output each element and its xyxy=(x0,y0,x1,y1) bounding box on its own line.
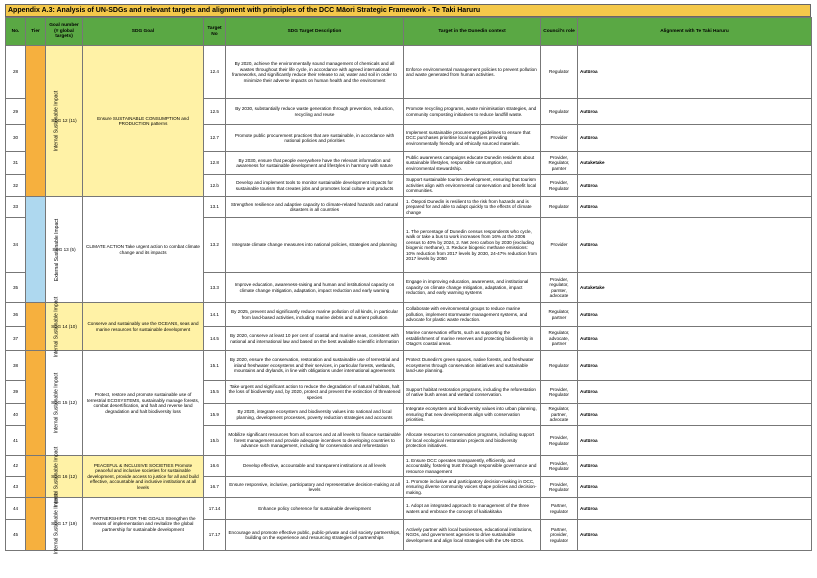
sdg-analysis-table xyxy=(5,17,812,555)
goal-number-cell: SDG 12 (11) xyxy=(46,46,83,197)
goal-number-cell: SDG 14 (10) xyxy=(46,303,83,351)
council-role: Regulator, partner xyxy=(541,303,578,327)
target-context: Allocate resources to conservation programs, including support for local ecological restoration projects and biodiversity protection initiatives. xyxy=(404,426,541,456)
target-number: 15.1 xyxy=(204,351,226,381)
row-number: 37 xyxy=(6,327,26,351)
target-number: 16.7 xyxy=(204,477,226,498)
alignment: Autūroa xyxy=(578,381,812,404)
goal-cell: PEACEFUL & INCLUSIVE SOCIETIES Promote peaceful and inclusive societies for sustainable development, provide access to justice for all and build effective, accountable and inclusive institutions at all levels xyxy=(83,456,204,498)
table-row xyxy=(6,498,812,520)
target-context: 1. Adopt an integrated approach to management of the three waters and embrace the concept of kaitiakitaka xyxy=(404,498,541,520)
target-number: 14.1 xyxy=(204,303,226,327)
target-number: 13.1 xyxy=(204,197,226,218)
row-number: 30 xyxy=(6,125,26,152)
header-dunedin-context: Target in the Dunedin context xyxy=(404,18,541,46)
target-description: By 2020, ensure the conservation, restoration and sustainable use of terrestrial and inland freshwater ecosystems and their services, in particular forests, wetlands, mountains and drylands, in line with obligations under international agreements xyxy=(226,351,404,381)
target-context: Implement sustainable procurement guidelines to ensure that DCC purchases prioritise local suppliers providing environmentally friendly and ethically sourced materials. xyxy=(404,125,541,152)
row-number: 36 xyxy=(6,303,26,327)
goal-cell: Ensure SUSTAINABLE CONSUMPTION and PRODUCTION patterns xyxy=(83,46,204,197)
goal-number-cell: SDG 13 (5) xyxy=(46,197,83,303)
goal-cell: Conserve and sustainably use the OCEANS, seas and marine resources for sustainable development xyxy=(83,303,204,351)
tier-cell xyxy=(26,296,60,357)
target-description: Improve education, awareness-raising and human and institutional capacity on climate change mitigation, adaptation, impact reduction and early warning xyxy=(226,273,404,303)
target-number: 14.5 xyxy=(204,327,226,351)
target-description: By 2020, integrate ecosystem and biodiversity values into national and local planning, development processes, poverty reduction strategies and accounts xyxy=(226,404,404,426)
target-context: 1. Ōtepoti Dunedin is resilient to the risk from hazards and is prepared for and able to adapt quickly to the effects of climate change xyxy=(404,197,541,218)
alignment: Autūroa xyxy=(578,351,812,381)
goal-number-cell: SDG 16 (12) xyxy=(46,456,83,498)
row-number: 33 xyxy=(6,197,26,218)
alignment: Autūroa xyxy=(578,456,812,477)
target-description: Develop and implement tools to monitor sustainable development impacts for sustainable tourism that creates jobs and promotes local culture and products xyxy=(226,175,404,197)
target-context: Marine conservation efforts, such as supporting the establishment of marine reserves and protecting biodiversity in Otago's coastal areas. xyxy=(404,327,541,351)
target-context: Promote recycling programs, waste minimisation strategies, and community composting initiatives to reduce landfill waste. xyxy=(404,99,541,125)
tier-cell xyxy=(26,46,60,197)
target-description: Strengthen resilience and adaptive capacity to climate-related hazards and natural disasters in all countries xyxy=(226,197,404,218)
row-number: 39 xyxy=(6,381,26,404)
council-role: Regulator xyxy=(541,351,578,381)
alignment: Autūroa xyxy=(578,426,812,456)
alignment: Autūroa xyxy=(578,498,812,520)
goal-cell: Protect, restore and promote sustainable use of terrestrial ECOSYSTEMS, sustainably manage forests, combat desertification, and halt and reverse land degradation and halt biodiversity loss xyxy=(83,351,204,456)
alignment: Autūroa xyxy=(578,197,812,218)
target-number: 13.3 xyxy=(204,273,226,303)
goal-number-cell: SDG 17 (19) xyxy=(46,498,83,551)
tier-label: Internal Sustainable Impact xyxy=(53,446,60,507)
row-number: 41 xyxy=(6,426,26,456)
alignment: Autūroa xyxy=(578,303,812,327)
goal-cell: PARTNERSHIPS FOR THE GOALS Strengthen the means of implementation and revitalize the global partnership for sustainable development xyxy=(83,498,204,551)
row-number: 42 xyxy=(6,456,26,477)
row-number: 35 xyxy=(6,273,26,303)
target-number: 15.9 xyxy=(204,404,226,426)
alignment: Autūroa xyxy=(578,218,812,273)
table-row xyxy=(6,303,812,327)
row-number: 34 xyxy=(6,218,26,273)
table-row xyxy=(6,456,812,477)
alignment: Autūroa xyxy=(578,327,812,351)
target-context: Enforce environmental management policies to prevent pollution and waste generated from human activities. xyxy=(404,46,541,99)
target-description: Promote public procurement practices that are sustainable, in accordance with national policies and priorities xyxy=(226,125,404,152)
table-row xyxy=(6,351,812,381)
target-description: By 2025, prevent and significantly reduce marine pollution of all kinds, in particular from land-based activities, including marine debris and nutrient pollution xyxy=(226,303,404,327)
target-context: Integrate ecosystem and biodiversity values into urban planning, ensuring that new developments align with conservation priorities. xyxy=(404,404,541,426)
council-role: Provider, Regulator xyxy=(541,426,578,456)
alignment: Autūroa xyxy=(578,477,812,498)
tier-label: Internal Sustainable Impact xyxy=(53,493,60,555)
row-number: 45 xyxy=(6,520,26,551)
council-role: Provider xyxy=(541,218,578,273)
council-role: Regulator, advocate, partner xyxy=(541,327,578,351)
tier-cell xyxy=(26,197,61,303)
header-sdg-goal: SDG Goal xyxy=(83,18,204,46)
target-description: Develop effective, accountable and transparent institutions at all levels xyxy=(226,456,404,477)
row-number: 29 xyxy=(6,99,26,125)
target-context: 1. The percentage of Dunedin census respondents who cycle, walk or take a bus to work increases from 16% at the 2006 census to 40% by 2024, 2. Net zero carbon by 2030 (excluding biogenic methane), 3. Reduce biogenic methane emissions: 10% reduction from 2017 levels by 2030, 24-47% reduction from 2017 levels by 2050 xyxy=(404,218,541,273)
row-number: 43 xyxy=(6,477,26,498)
alignment: Autūroa xyxy=(578,520,812,551)
row-number: 31 xyxy=(6,152,26,175)
target-context: 1. Ensure DCC operates transparently, efficiently, and accountably, fostering trust through responsible governance and resource management xyxy=(404,456,541,477)
target-description: Take urgent and significant action to reduce the degradation of natural habitats, halt the loss of biodiversity and, by 2020, protect and prevent the extinction of threatened species xyxy=(226,381,404,404)
council-role: Provider, Regulator xyxy=(541,175,578,197)
council-role: Provider, Regulator, parnter xyxy=(541,152,578,175)
row-number: 28 xyxy=(6,46,26,99)
target-number: 16.6 xyxy=(204,456,226,477)
table-row xyxy=(6,197,812,218)
council-role: Provider xyxy=(541,125,578,152)
target-context: Public awareness campaigns educate Dunedin residents about sustainable lifestyles, responsible consumption, and environmental stewardship. xyxy=(404,152,541,175)
target-context: Actively partner with local businesses, educational institutions, NGOs, and government agencies to drive sustainable development and align local strategies with the UN-SDGs. xyxy=(404,520,541,551)
target-number: 15.5 xyxy=(204,381,226,404)
target-description: By 2030, substantially reduce waste generation through prevention, reduction, recycling and reuse xyxy=(226,99,404,125)
tier-cell xyxy=(26,446,60,507)
row-number: 38 xyxy=(6,351,26,381)
tier-cell xyxy=(26,493,60,555)
council-role: Provider, Regulator xyxy=(541,456,578,477)
tier-label: Internal Sustainable Impact xyxy=(53,296,60,357)
council-role: Regulator, partner, advocate xyxy=(541,404,578,426)
council-role: Regulator xyxy=(541,99,578,125)
row-number: 40 xyxy=(6,404,26,426)
header-tier: Tier xyxy=(26,18,46,46)
target-context: Support habitat restoration programs, including the reforestation of native bush areas and wetland conservation. xyxy=(404,381,541,404)
target-context: Support sustainable tourism development, ensuring that tourism activities align with environmental conservation and benefit local communities. xyxy=(404,175,541,197)
target-context: Protect Dunedin's green spaces, native forests, and freshwater ecosystems through conservation initiatives and sustainable land-use planning. xyxy=(404,351,541,381)
target-description: Encourage and promote effective public, public-private and civil society partnerships, building on the experience and resourcing strategies of partnerships xyxy=(226,520,404,551)
target-description: Mobilize significant resources from all sources and at all levels to finance sustainable forest management and provide adequate incentives to developing countries to advance such management, including for conservation and reforestation xyxy=(226,426,404,456)
target-description: By 2030, ensure that people everywhere have the relevant information and awareness for sustainable development and lifestyles in harmony with nature xyxy=(226,152,404,175)
target-context: Collaborate with environmental groups to reduce marine pollution, implement stormwater management systems, and advocate for plastic waste reduction. xyxy=(404,303,541,327)
target-description: Integrate climate change measures into national policies, strategies and planning xyxy=(226,218,404,273)
tier-label: Internal Sustainable Impact xyxy=(53,90,60,152)
council-role: Provider, regulator, parnter, advocate xyxy=(541,273,578,303)
target-number: 15.b xyxy=(204,426,226,456)
alignment: Autūroa xyxy=(578,175,812,197)
target-number: 12.b xyxy=(204,175,226,197)
target-number: 12.8 xyxy=(204,152,226,175)
council-role: Regulator xyxy=(541,46,578,99)
tier-label: External Sustainable Impact xyxy=(54,218,61,281)
target-number: 17.14 xyxy=(204,498,226,520)
council-role: Partner, regulator xyxy=(541,498,578,520)
target-number: 17.17 xyxy=(204,520,226,551)
alignment: Autaketake xyxy=(578,152,812,175)
table-row xyxy=(6,46,812,99)
tier-cell xyxy=(26,351,60,456)
council-role: Provider, Regulator xyxy=(541,381,578,404)
council-role: Regulator xyxy=(541,197,578,218)
document-page xyxy=(5,4,811,555)
target-context: 1. Promote inclusive and participatory decision-making in DCC, ensuring diverse community voices shape policies and decision-making. xyxy=(404,477,541,498)
target-number: 12.4 xyxy=(204,46,226,99)
target-description: Ensure responsive, inclusive, participatory and representative decision-making at all levels xyxy=(226,477,404,498)
header-goal-number: Goal number (# global targets) xyxy=(46,18,83,46)
target-number: 12.7 xyxy=(204,125,226,152)
row-number: 44 xyxy=(6,498,26,520)
alignment: Autūroa xyxy=(578,46,812,99)
page-title: Appendix A.3: Analysis of UN-SDGs and relevant targets and alignment with principles of the DCC Māori Strategic Framework - Te Taki Haruru xyxy=(5,4,811,17)
target-context: Engage in improving education, awareness, and institutional capacity on climate change mitigation, adaptation, impact reduction, and early warning systems xyxy=(404,273,541,303)
target-number: 12.5 xyxy=(204,99,226,125)
alignment: Autūroa xyxy=(578,125,812,152)
row-number: 32 xyxy=(6,175,26,197)
alignment: Autūroa xyxy=(578,99,812,125)
target-description: By 2020, achieve the environmentally sound management of chemicals and all wastes throughout their life cycle, in accordance with agreed international frameworks, and significantly reduce their release to air, water and soil in order to minimize their adverse impacts on human health and the environment xyxy=(226,46,404,99)
alignment: Autaketake xyxy=(578,273,812,303)
goal-cell: CLIMATE ACTION Take urgent action to combat climate change and its impacts xyxy=(83,197,204,303)
goal-number-cell: SDG 15 (12) xyxy=(46,351,83,456)
table-header-row xyxy=(6,18,812,46)
header-alignment: Alignment with Te Taki Haruru xyxy=(578,18,812,46)
target-description: Enhance policy coherence for sustainable development xyxy=(226,498,404,520)
target-number: 13.2 xyxy=(204,218,226,273)
target-description: By 2020, conserve at least 10 per cent of coastal and marine areas, consistent with national and international law and based on the best available scientific information xyxy=(226,327,404,351)
header-target-no: Target No xyxy=(204,18,226,46)
council-role: Provider, Regulator xyxy=(541,477,578,498)
header-target-description: SDG Target Description xyxy=(226,18,404,46)
council-role: Partner, provider, regulator xyxy=(541,520,578,551)
alignment: Autūroa xyxy=(578,404,812,426)
header-council-role: Council's role xyxy=(541,18,578,46)
tier-label: Internal Sustainable Impact xyxy=(53,372,60,434)
header-no: No. xyxy=(6,18,26,46)
